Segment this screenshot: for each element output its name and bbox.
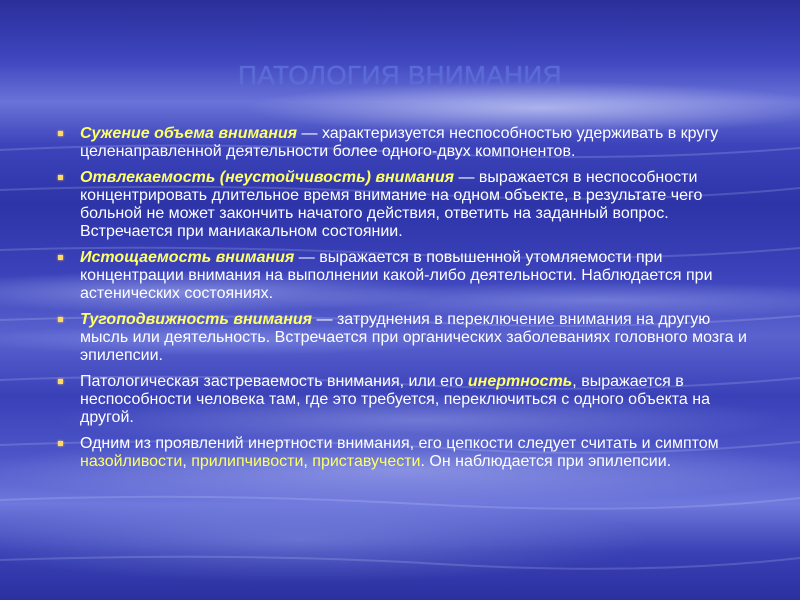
list-item [52,435,752,471]
bullet-icon [58,175,63,180]
item-text: — характеризуется неспособностью удерживать в кругу целенаправленной деятельности более одного-двух компонентов. [80,125,719,160]
bullet-icon [58,255,63,260]
separator: , [303,453,313,470]
item-text: — выражается в повышенной утомляемости при концентрации внимания на выполнении какой-либо деятельности. Наблюдается при астенических состояниях. [80,249,713,302]
highlight-term: прилипчивости [191,453,304,470]
separator: , [182,453,192,470]
term: Отвлекаемость (неустойчивость) внимания [80,169,455,186]
item-text: — выражается в неспособности концентрировать длительное время внимание на одном объекте, в результате чего больной не может закончить начатого действия, ответить на заданный вопрос. Встречается при маниакальном состоянии. [80,169,703,240]
item-text: Патологическая застреваемость внимания, или его [80,373,468,390]
term: Истощаемость внимания [80,249,295,266]
bullet-icon [58,379,63,384]
list-item [52,373,752,427]
bullet-icon [58,441,63,446]
page-title: ПАТОЛОГИЯ ВНИМАНИЯ [238,60,562,90]
highlight-term: приставучести [312,453,421,470]
term: Тугоподвижность внимания [80,311,313,328]
term: Сужение объема внимания [80,125,298,142]
item-text: . Он наблюдается при эпилепсии. [420,453,672,470]
term: инертность [467,373,573,390]
bullet-list [52,125,752,479]
list-item [52,311,752,365]
list-item [52,169,752,241]
list-item [52,249,752,303]
item-text: — затруднения в переключение внимания на другую мысль или деятельность. Встречается при органических заболеваниях головного мозга и эпилепсии. [80,311,747,364]
highlight-term: назойливости [80,453,183,470]
bullet-icon [58,131,63,136]
bullet-icon [58,317,63,322]
item-text: Одним из проявлений инертности внимания, его цепкости следует считать и симптом [80,435,719,452]
list-item [52,125,752,161]
item-text: , выражается в неспособности человека там, где это требуется, переключиться с одного объекта на другой. [80,373,710,426]
